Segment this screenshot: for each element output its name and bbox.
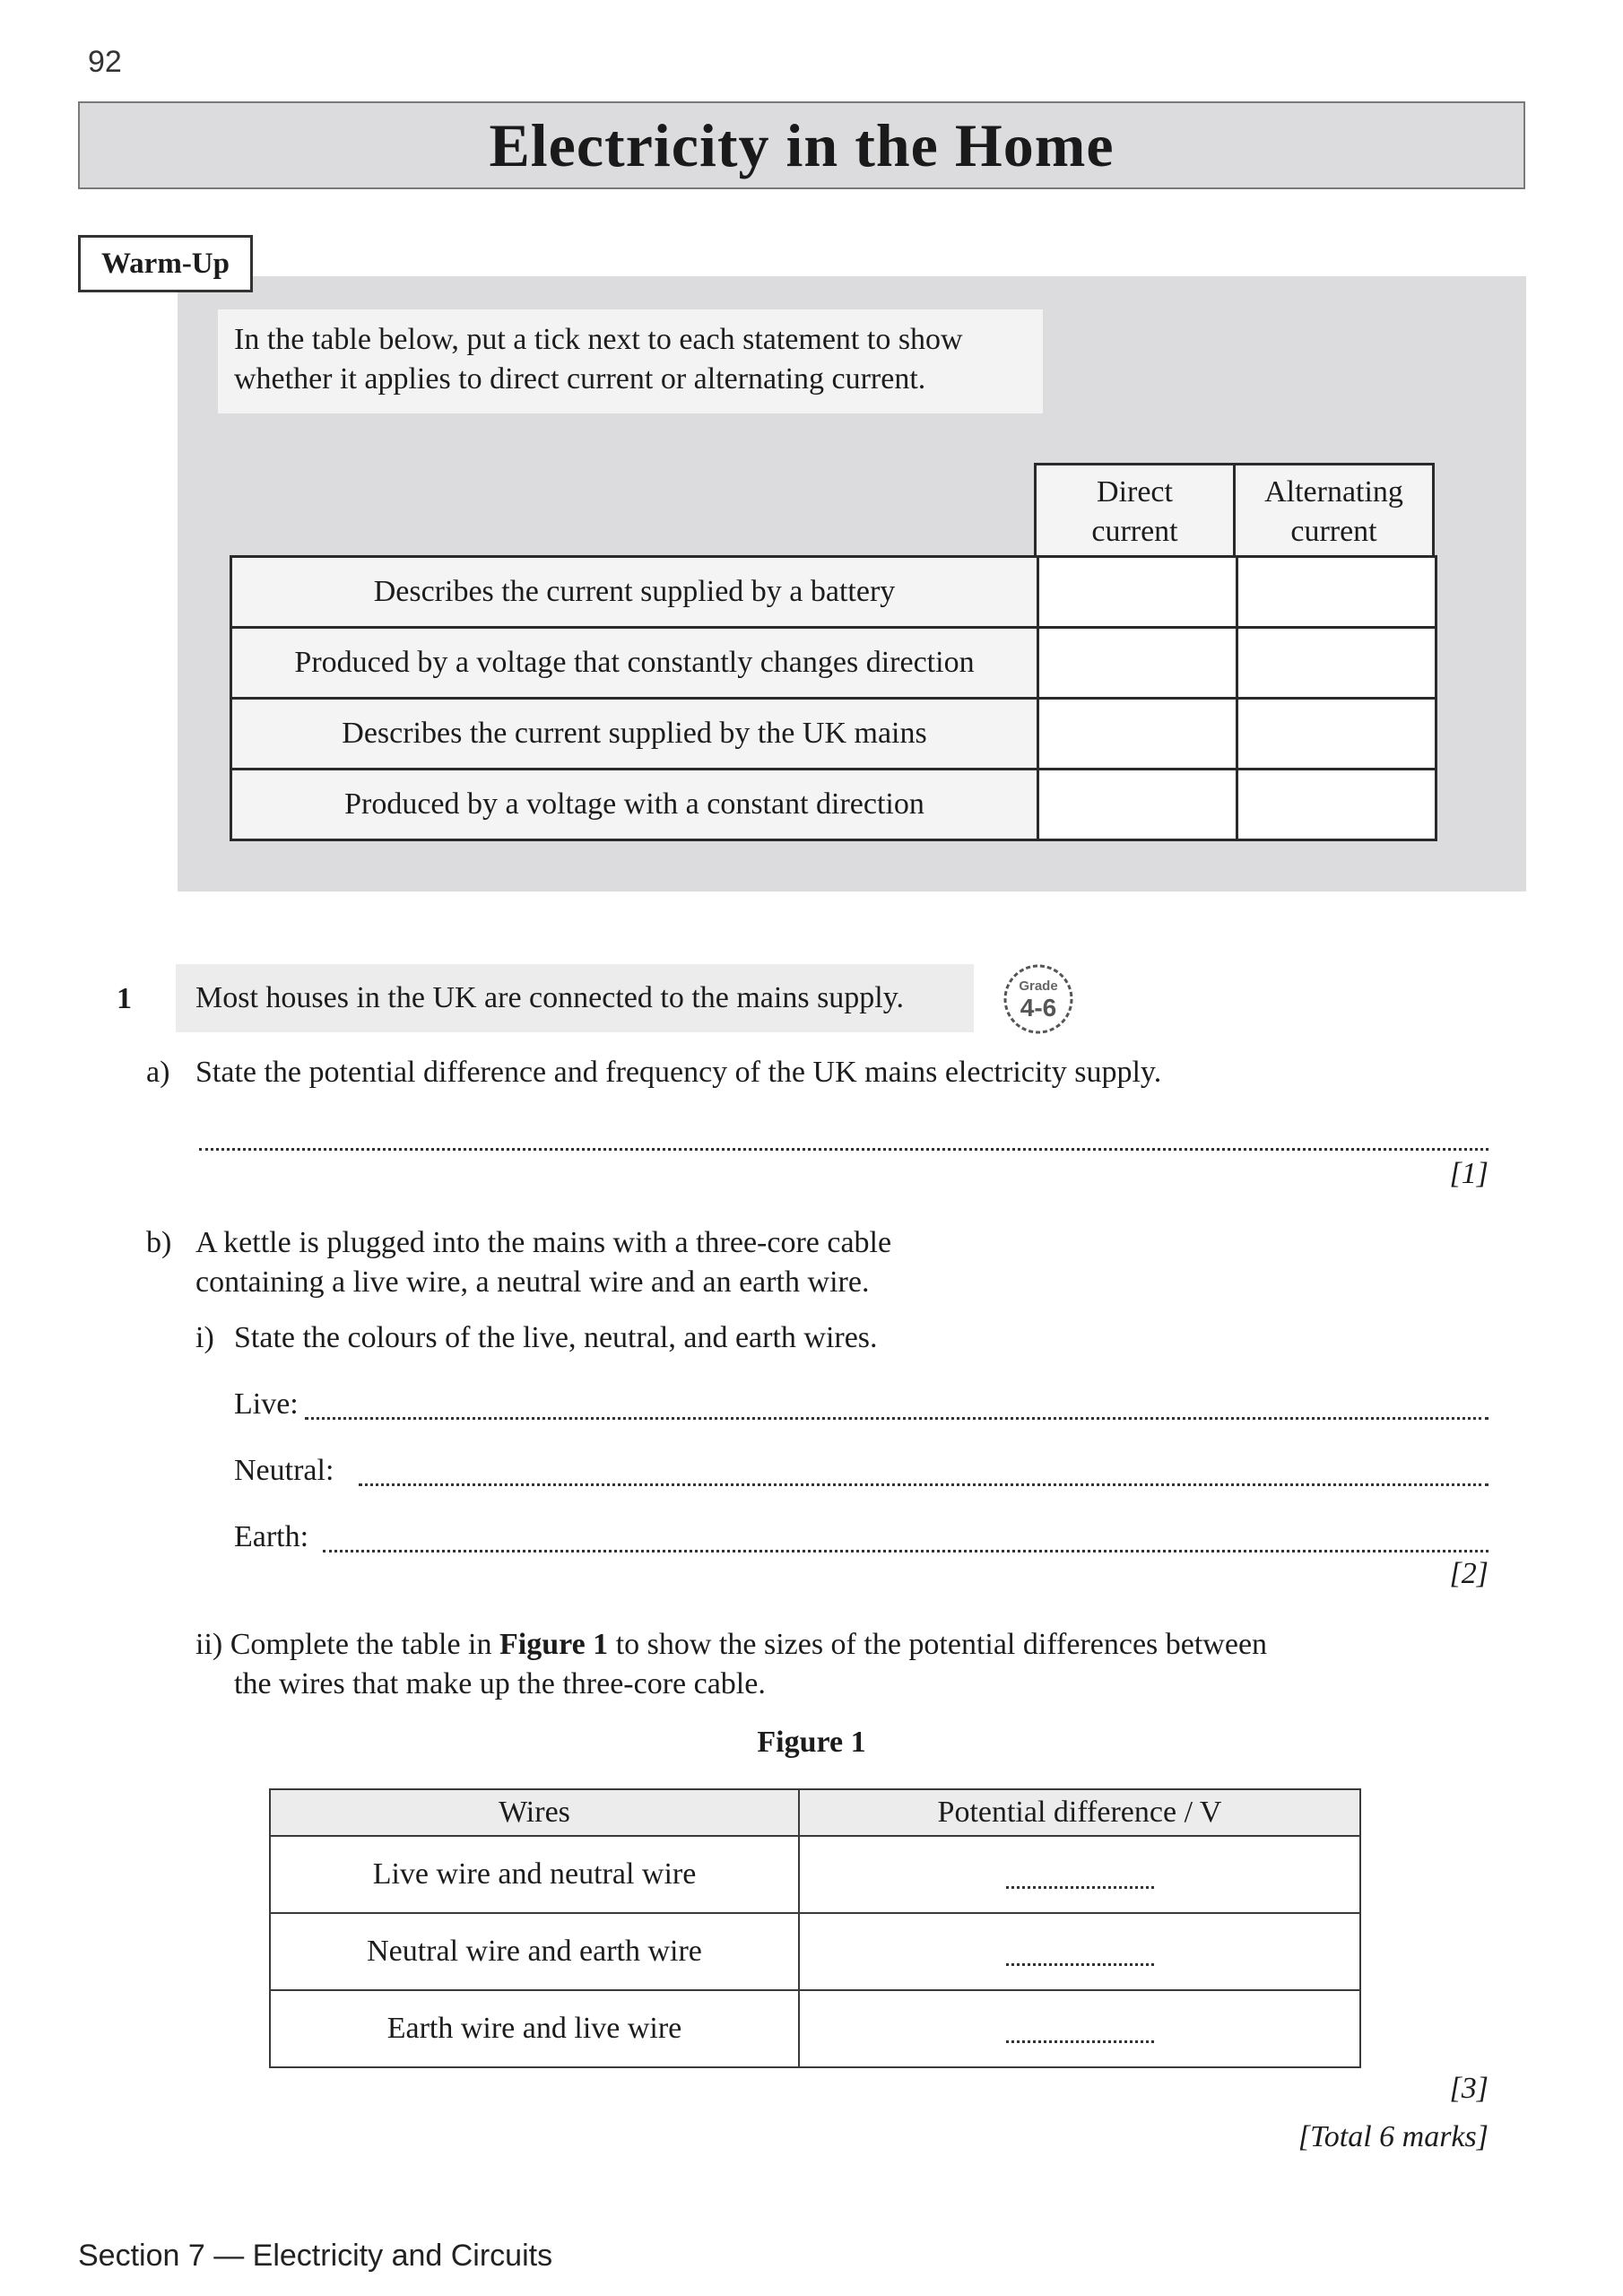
statement-cell: Describes the current supplied by the UK mains: [231, 699, 1038, 770]
wires-cell: Earth wire and live wire: [270, 1990, 799, 2067]
tick-cell-direct[interactable]: [1038, 628, 1237, 699]
tick-cell-direct[interactable]: [1038, 770, 1237, 840]
col-pd-header: Potential difference / V: [799, 1789, 1360, 1836]
pd-answer-cell[interactable]: [799, 1913, 1360, 1990]
pd-answer-line[interactable]: [1006, 1886, 1154, 1889]
part-bii-marks: [3]: [1449, 2072, 1488, 2105]
part-b-label: b): [146, 1226, 172, 1259]
live-answer-line[interactable]: [305, 1417, 1488, 1420]
pd-answer-cell[interactable]: [799, 1836, 1360, 1913]
table-row: [231, 628, 1436, 699]
table-header-row: [270, 1789, 1360, 1836]
part-b-text-line-1: A kettle is plugged into the mains with a three-core cable: [195, 1226, 892, 1259]
grade-range: 4-6: [1020, 994, 1057, 1022]
page-number: 92: [88, 45, 122, 79]
question-stem: [176, 964, 974, 1032]
neutral-label: Neutral:: [234, 1454, 334, 1487]
earth-answer-line[interactable]: [323, 1550, 1488, 1552]
neutral-answer-line[interactable]: [359, 1483, 1488, 1486]
part-bii-line-1: [195, 1625, 1267, 1665]
part-bii-line-2: the wires that make up the three-core cable.: [234, 1667, 766, 1700]
question-stem-text: Most houses in the UK are connected to the mains supply.: [195, 981, 905, 1014]
part-bi-marks: [2]: [1449, 1557, 1488, 1590]
table-row: [231, 557, 1436, 628]
col-direct-line-2: current: [1091, 514, 1178, 548]
section-footer: Section 7 — Electricity and Circuits: [78, 2239, 553, 2273]
tick-cell-direct[interactable]: [1038, 699, 1237, 770]
col-wires-header: Wires: [270, 1789, 799, 1836]
col-direct-line-1: Direct: [1097, 474, 1173, 509]
grade-badge-icon: [1002, 962, 1075, 1036]
figure-title: Figure 1: [757, 1726, 866, 1759]
warmup-tag: Warm-Up: [78, 235, 253, 292]
table-row: [231, 699, 1436, 770]
tick-cell-alternating[interactable]: [1237, 770, 1436, 840]
part-bi-label: i): [195, 1321, 214, 1354]
part-b-text-line-2: containing a live wire, a neutral wire and an earth wire.: [195, 1265, 870, 1299]
part-bi-text: State the colours of the live, neutral, and earth wires.: [234, 1321, 878, 1354]
part-bii-text-post: to show the sizes of the potential differences between: [608, 1628, 1268, 1661]
table-row: [270, 1990, 1360, 2067]
pd-answer-cell[interactable]: [799, 1990, 1360, 2067]
pd-answer-line[interactable]: [1006, 2040, 1154, 2043]
warmup-table: [230, 555, 1437, 841]
statement-cell: Describes the current supplied by a battery: [231, 557, 1038, 628]
title-banner: [78, 101, 1525, 189]
earth-label: Earth:: [234, 1520, 309, 1553]
live-label: Live:: [234, 1387, 299, 1421]
pd-answer-line[interactable]: [1006, 1963, 1154, 1966]
instruction-line-1: In the table below, put a tick next to each statement to show: [234, 323, 963, 356]
instruction-line-2: whether it applies to direct current or alternating current.: [234, 362, 926, 396]
wires-cell: Neutral wire and earth wire: [270, 1913, 799, 1990]
question-number: 1: [117, 982, 132, 1015]
part-a-marks: [1]: [1449, 1157, 1488, 1190]
warmup-table-header: [1034, 463, 1435, 561]
col-alternating-current: [1235, 465, 1434, 560]
table-row: [270, 1836, 1360, 1913]
table-row: [231, 770, 1436, 840]
part-a-label: a): [146, 1056, 170, 1089]
part-bii-text-pre: Complete the table in: [230, 1628, 499, 1661]
col-direct-current: [1036, 465, 1235, 560]
page-title: Electricity in the Home: [489, 110, 1115, 179]
wires-cell: Live wire and neutral wire: [270, 1836, 799, 1913]
part-a-answer-line[interactable]: [199, 1148, 1488, 1151]
col-alt-line-1: Alternating: [1264, 474, 1403, 509]
statement-cell: Produced by a voltage with a constant direction: [231, 770, 1038, 840]
part-bii-text-bold: Figure 1: [499, 1628, 609, 1661]
tick-cell-alternating[interactable]: [1237, 557, 1436, 628]
part-bii-label: ii): [195, 1628, 223, 1661]
tick-cell-alternating[interactable]: [1237, 628, 1436, 699]
statement-cell: Produced by a voltage that constantly changes direction: [231, 628, 1038, 699]
warmup-instruction: [218, 309, 1043, 413]
part-a-text: State the potential difference and frequency of the UK mains electricity supply.: [195, 1056, 1162, 1089]
figure-1-table: [269, 1788, 1361, 2068]
total-marks: [Total 6 marks]: [1298, 2120, 1488, 2153]
table-row: [270, 1913, 1360, 1990]
tick-cell-alternating[interactable]: [1237, 699, 1436, 770]
col-alt-line-2: current: [1290, 514, 1377, 548]
tick-cell-direct[interactable]: [1038, 557, 1237, 628]
grade-label: Grade: [1019, 978, 1058, 994]
